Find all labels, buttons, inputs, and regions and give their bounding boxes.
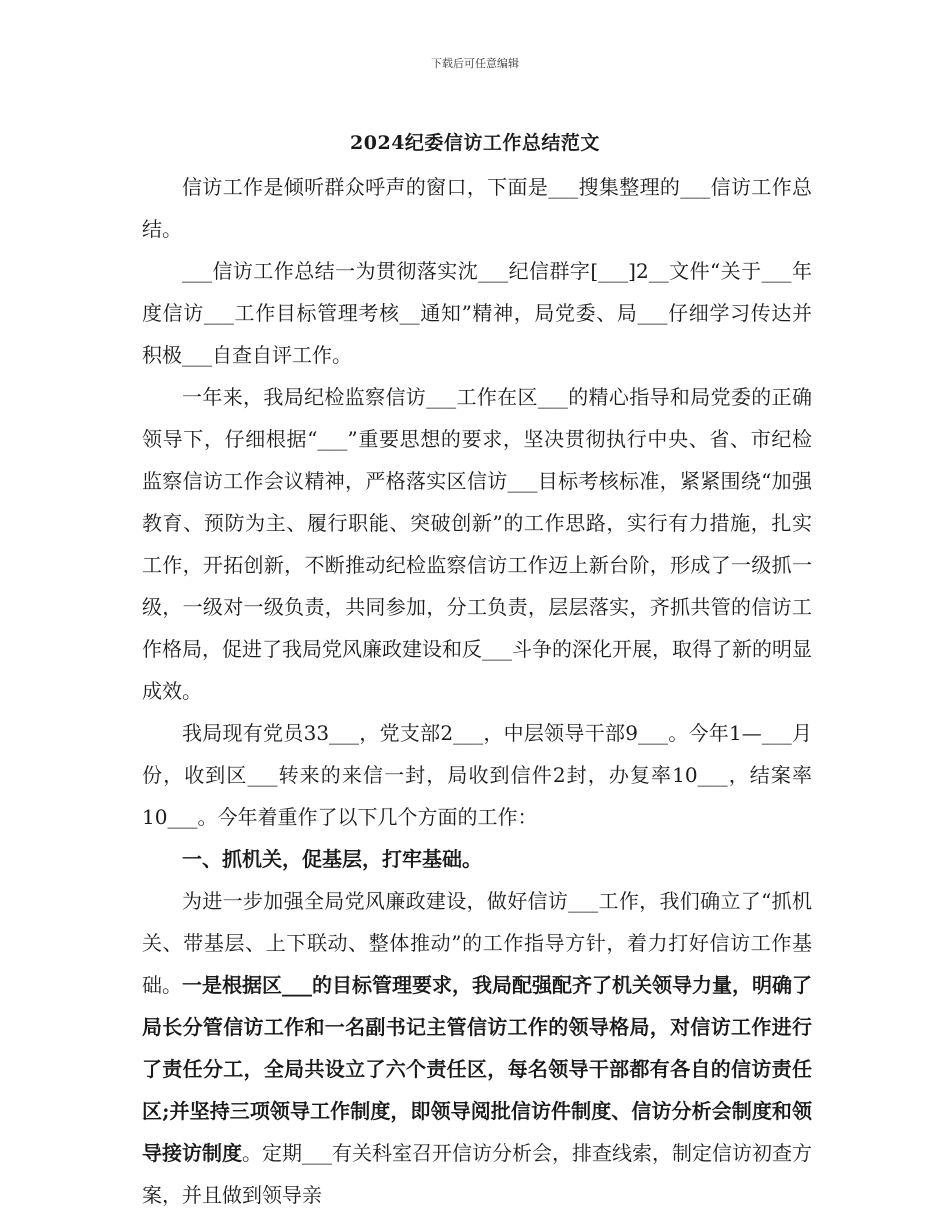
section-heading: 一、抓机关，促基层，打牢基础。 [182, 847, 482, 871]
paragraph-summary-one: ___信访工作总结一为贯彻落实沈___纪信群字[___]2__文件“关于___年度信访___工作目标管理考核__通知”精神，局党委、局___仔细学习传达并积极___自查自评工作。 [142, 259, 812, 367]
paragraph-year-review: 一年来，我局纪检监察信访___工作在区___的精心指导和局党委的正确领导下，仔细根据“___”重要思想的要求，坚决贯彻执行中央、省、市纪检监察信访工作会议精神，严格落实区信访___目标考核标准，紧紧围绕“加强教育、预防为主、履行职能、突破创新”的工作思路，实行有力措施，扎实工作，开拓创新，不断推动纪检监察信访工作迈上新台阶，形成了一级抓一级，一级对一级负责，共同参加，分工负责，层层落实，齐抓共管的信访工作格局，促进了我局党风廉政建设和反___斗争的深化开展，取得了新的明显成效。 [142, 385, 812, 703]
section-rest-text: 。定期___有关科室召开信访分析会，排查线索，制定信访初查方案，并且做到领导亲 [142, 1141, 812, 1207]
document-title: 2024纪委信访工作总结范文 [350, 132, 600, 154]
paragraph-section-one [142, 880, 812, 1216]
header-note: 下载后可任意编辑 [431, 57, 519, 70]
paragraph-intro: 信访工作是倾听群众呼声的窗口，下面是___搜集整理的___信访工作总结。 [142, 175, 812, 241]
section-bold-text: 一是根据区___的目标管理要求，我局配强配齐了机关领导力量，明确了局长分管信访工作和一名副书记主管信访工作的领导格局，对信访工作进行了责任分工，全局共设立了六个责任区，每名领导干部都有各自的信访责任区;并坚持三项领导工作制度，即领导阅批信访件制度、信访分析会制度和领导接访制度 [142, 973, 812, 1165]
section-intro-text: 为进一步加强全局党风廉政建设，做好信访___工作，我们确立了“抓机关、带基层、上下联动、整体推动”的工作指导方针，着力打好信访工作基础。 [142, 889, 812, 997]
document-body [142, 166, 812, 1216]
paragraph-statistics: 我局现有党员33___，党支部2___，中层领导干部9___。今年1—___月份，收到区___转来的来信一封，局收到信件2封，办复率10___，结案率10___。今年着重作了以下几个方面的工作： [142, 721, 812, 829]
